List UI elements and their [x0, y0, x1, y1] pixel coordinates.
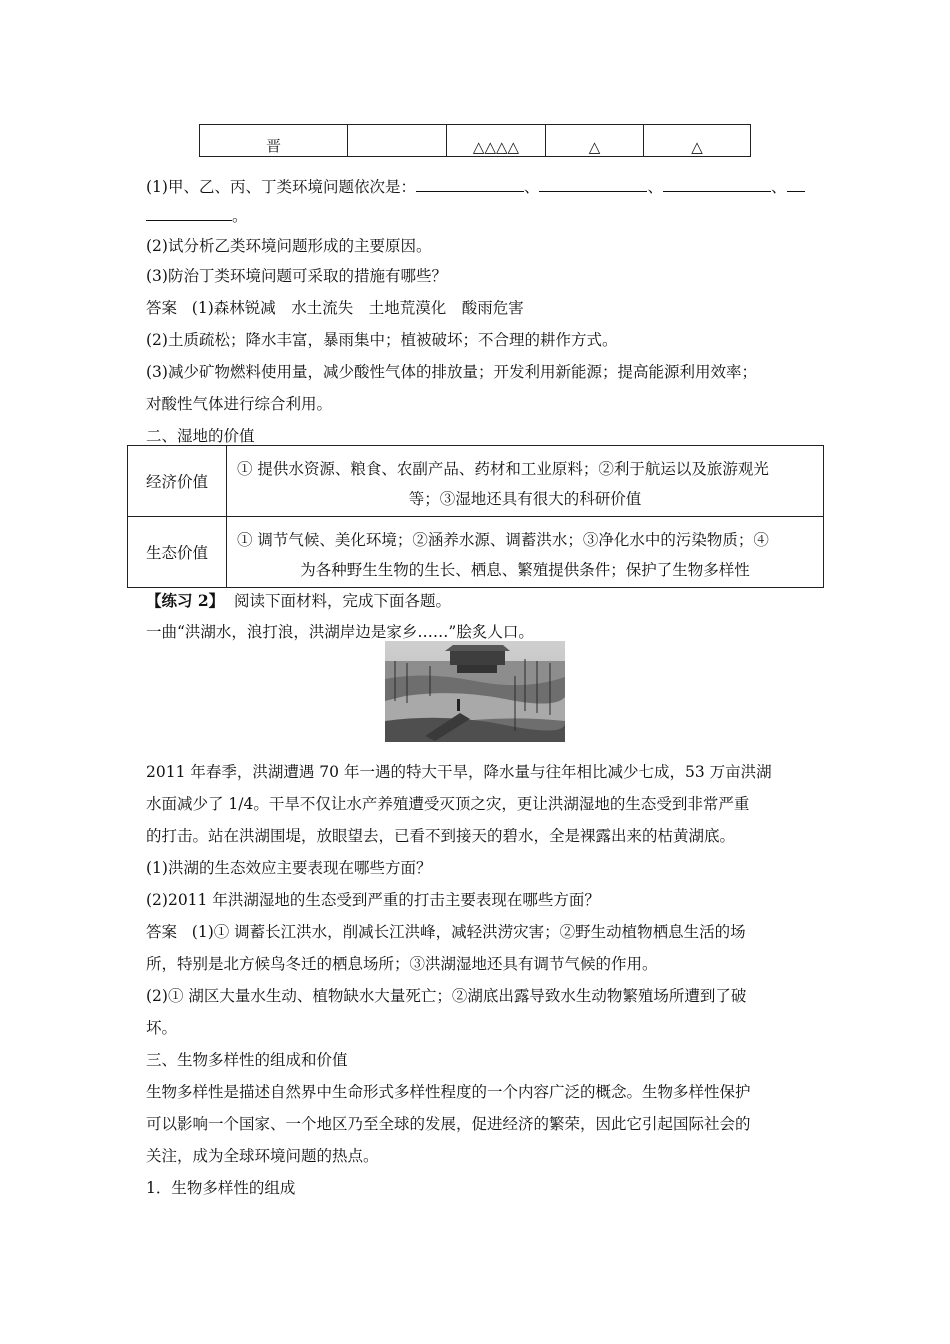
- table-cell: △△△△: [447, 125, 546, 157]
- exercise-answer-2-line2: 坏。: [146, 1019, 178, 1037]
- row-header: 经济价值: [128, 446, 227, 517]
- table-cell: △: [546, 125, 644, 157]
- content-line: ① 提供水资源、粮食、农副产品、药材和工业原料；②利于航运以及旅游观光: [237, 460, 769, 478]
- table-row: [128, 446, 824, 517]
- answer-3-line1: (3)减少矿物燃料使用量，减少酸性气体的排放量；开发利用新能源；提高能源利用效率；: [146, 363, 757, 381]
- table-cell: 晋: [200, 125, 348, 157]
- answer-3-line2: 对酸性气体进行综合利用。: [146, 395, 333, 413]
- blank-4-start[interactable]: [787, 176, 805, 192]
- section-3-line-2: 可以影响一个国家、一个地区乃至全球的发展，促进经济的繁荣，因此它引起国际社会的: [146, 1115, 751, 1133]
- exercise-intro: 阅读下面材料，完成下面各题。: [234, 592, 452, 610]
- period: 。: [232, 207, 248, 225]
- blank-4-end[interactable]: [146, 205, 232, 221]
- answer-1: [146, 298, 524, 318]
- wetland-value-table: [127, 445, 824, 588]
- exercise-question-1: (1)洪湖的生态效应主要表现在哪些方面？: [146, 859, 432, 877]
- blank-1[interactable]: [416, 176, 524, 192]
- separator: 、: [771, 178, 787, 196]
- honghu-lake-photo: [385, 641, 565, 742]
- section-2-title: 二、湿地的价值: [146, 427, 255, 445]
- row-content: [227, 517, 824, 588]
- section-3-line-3: 关注，成为全球环境问题的热点。: [146, 1147, 379, 1165]
- table-cell: △: [644, 125, 751, 157]
- lake-image: [385, 641, 565, 742]
- exercise-label: 【练习 2】: [146, 591, 225, 610]
- section-3-title: 三、生物多样性的组成和价值: [146, 1051, 348, 1069]
- content-line: 等；③湿地还具有很大的科研价值: [408, 490, 642, 508]
- exercise-answer-2-line1: (2)① 湖区大量水生动、植物缺水大量死亡；②湖底出露导致水生动物繁殖场所遭到了破: [146, 987, 747, 1005]
- question-3: (3)防治丁类环境问题可采取的措施有哪些？: [146, 267, 447, 285]
- blank-3[interactable]: [663, 176, 771, 192]
- answer-2: (2)土质疏松；降水丰富，暴雨集中；植被破坏；不合理的耕作方式。: [146, 331, 618, 349]
- material-line-1: 2011 年春季，洪湖遭遇 70 年一遇的特大干旱，降水量与往年相比减少七成，53 万亩洪湖: [146, 763, 772, 781]
- quote-line: 一曲“洪湖水，浪打浪，洪湖岸边是家乡……”脍炙人口。: [146, 623, 534, 641]
- material-line-3: 的打击。站在洪湖围堤，放眼望去，已看不到接天的碧水，全是裸露出来的枯黄湖底。: [146, 827, 736, 845]
- question-1: [146, 176, 805, 197]
- table-row: [128, 517, 824, 588]
- exercise-answer-1-line2: 所，特别是北方候鸟冬迁的栖息场所；③洪湖湿地还具有调节气候的作用。: [146, 955, 658, 973]
- answer-text: (1)① 调蓄长江洪水，削减长江洪峰，减轻洪涝灾害；②野生动植物栖息生活的场: [191, 923, 746, 941]
- question-2: (2)试分析乙类环境问题形成的主要原因。: [146, 237, 432, 255]
- material-line-2: 水面减少了 1/4。干旱不仅让水产养殖遭受灭顶之灾，更让洪湖湿地的生态受到非常严重: [146, 795, 750, 813]
- environment-problem-table: [199, 124, 751, 157]
- answer-label: 答案: [146, 923, 178, 941]
- section-3-line-1: 生物多样性是描述自然界中生命形式多样性程度的一个内容广泛的概念。生物多样性保护: [146, 1083, 751, 1101]
- exercise-question-2: (2)2011 年洪湖湿地的生态受到严重的打击主要表现在哪些方面？: [146, 891, 600, 909]
- table-cell: [348, 125, 447, 157]
- row-header: 生态价值: [128, 517, 227, 588]
- table-row: [200, 125, 751, 157]
- blank-2[interactable]: [539, 176, 647, 192]
- row-content: [227, 446, 824, 517]
- question-1-cont: [146, 205, 248, 226]
- content-line: ① 调节气候、美化环境；②涵养水源、调蓄洪水；③净化水中的污染物质；④: [237, 531, 769, 549]
- content-line: 为各种野生生物的生长、栖息、繁殖提供条件；保护了生物多样性: [300, 561, 750, 579]
- separator: 、: [647, 178, 663, 196]
- answer-text: (1)森林锐减 水土流失 土地荒漠化 酸雨危害: [191, 299, 524, 317]
- separator: 、: [523, 178, 540, 196]
- subsection-1-title: 1．生物多样性的组成: [146, 1179, 296, 1197]
- exercise-answer-1-line1: [146, 922, 746, 942]
- answer-label: 答案: [146, 299, 178, 317]
- exercise-2-heading: [146, 591, 451, 611]
- question-1-text: (1)甲、乙、丙、丁类环境问题依次是：: [146, 178, 416, 196]
